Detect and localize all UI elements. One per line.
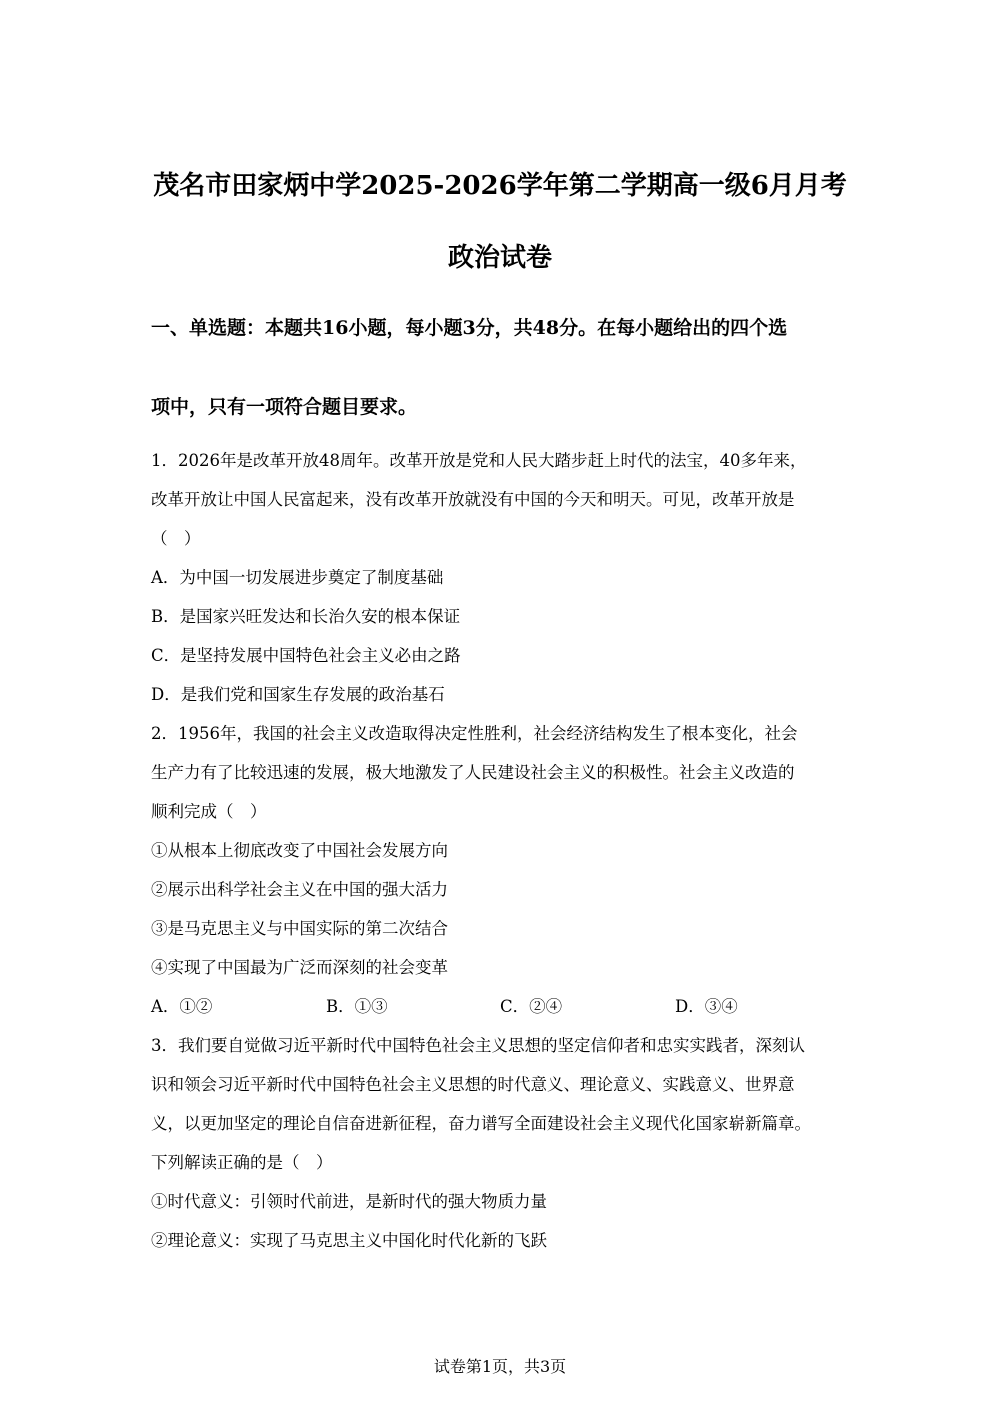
question-2-stem-line2: 生产力有了比较迅速的发展，极大地激发了人民建设社会主义的积极性。社会主义改造的	[151, 763, 795, 782]
question-2-choice-b: B．①③	[326, 997, 388, 1016]
section-heading-line1: 一、单选题：本题共16小题，每小题3分，共48分。在每小题给出的四个选	[151, 317, 788, 339]
question-1-stem-line2: 改革开放让中国人民富起来，没有改革开放就没有中国的今天和明天。可见，改革开放是	[151, 490, 795, 509]
question-2-stem-line3: 顺利完成（ ）	[151, 802, 267, 821]
question-3-stem-line4: 下列解读正确的是（ ）	[151, 1153, 333, 1172]
question-2-statement-1: ①从根本上彻底改变了中国社会发展方向	[151, 841, 448, 860]
question-3-stem-line3: 义，以更加坚定的理论自信奋进新征程，奋力谱写全面建设社会主义现代化国家崭新篇章。	[151, 1114, 811, 1133]
question-2-statement-2: ②展示出科学社会主义在中国的强大活力	[151, 880, 448, 899]
question-1-stem-line3: （ ）	[151, 529, 201, 548]
question-2-choice-d: D．③④	[675, 997, 738, 1016]
page-footer: 试卷第1页，共3页	[433, 1357, 567, 1376]
question-3-stem-line2: 识和领会习近平新时代中国特色社会主义思想的时代意义、理论意义、实践意义、世界意	[151, 1075, 795, 1094]
question-3-stem-line1: 3．我们要自觉做习近平新时代中国特色社会主义思想的坚定信仰者和忠实实践者，深刻认	[151, 1036, 805, 1055]
question-1-choice-c: C．是坚持发展中国特色社会主义必由之路	[151, 646, 461, 665]
question-3-statement-1: ①时代意义：引领时代前进，是新时代的强大物质力量	[151, 1192, 547, 1211]
question-1-choice-d: D．是我们党和国家生存发展的政治基石	[151, 685, 445, 704]
question-3-statement-2: ②理论意义：实现了马克思主义中国化时代化新的飞跃	[151, 1231, 547, 1250]
question-2-choice-a: A．①②	[151, 997, 213, 1016]
section-heading-line2: 项中，只有一项符合题目要求。	[151, 396, 418, 418]
question-2-choice-c: C．②④	[500, 997, 563, 1016]
question-1-stem-line1: 1．2026年是改革开放48周年。改革开放是党和人民大踏步赶上时代的法宝，40多年来，	[151, 451, 807, 470]
question-1-choice-b: B．是国家兴旺发达和长治久安的根本保证	[151, 607, 461, 626]
exam-title-line2: 政治试卷	[447, 243, 552, 273]
exam-title-line1: 茂名市田家炳中学2025-2026学年第二学期高一级6月月考	[153, 171, 847, 201]
question-2-statement-3: ③是马克思主义与中国实际的第二次结合	[151, 919, 448, 938]
question-2-statement-4: ④实现了中国最为广泛而深刻的社会变革	[151, 958, 448, 977]
question-2-stem-line1: 2．1956年，我国的社会主义改造取得决定性胜利，社会经济结构发生了根本变化，社会	[151, 724, 798, 743]
question-1-choice-a: A．为中国一切发展进步奠定了制度基础	[151, 568, 444, 587]
